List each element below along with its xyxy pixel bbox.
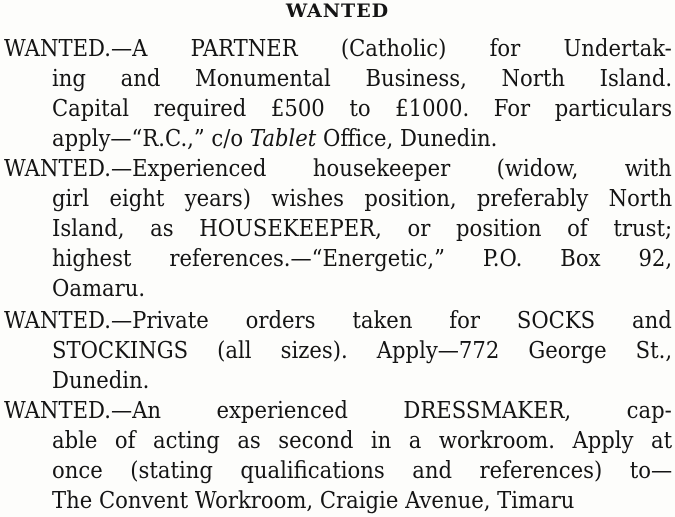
publication-name: Tablet [249, 124, 317, 152]
section-heading: WANTED [285, 0, 390, 22]
ad-line: able of acting as second in a workroom. Apply at [52, 426, 673, 454]
classified-ad-partner [4, 33, 672, 153]
ad-line: WANTED.—A PARTNER (Catholic) for Undertak- [4, 34, 672, 62]
classified-ad-housekeeper [4, 153, 672, 303]
ad-line: ing and Monumental Business, North Island. [52, 64, 673, 92]
ad-line: Island, as HOUSEKEEPER, or position of trust; [52, 214, 673, 242]
ad-line: girl eight years) wishes position, preferably North [52, 184, 673, 212]
classified-ad-socks [4, 305, 672, 395]
ad-line: WANTED.—Experienced housekeeper (widow, with [4, 154, 672, 182]
ad-line: highest references.—“Energetic,” P.O. Box 92, [52, 244, 673, 272]
ad-line: STOCKINGS (all sizes). Apply—772 George St., [52, 336, 673, 364]
ad-line: once (stating qualifications and references) to— [52, 456, 673, 484]
ad-line [52, 123, 672, 153]
ad-line: Oamaru. [52, 274, 146, 302]
ad-line: Dunedin. [52, 366, 150, 394]
ad-line: WANTED.—An experienced DRESSMAKER, cap- [4, 396, 672, 424]
ad-text: apply—“R.C.,” c/o [52, 124, 244, 152]
ad-line: Capital required £500 to £1000. For particulars [52, 94, 673, 122]
ad-line: WANTED.—Private orders taken for SOCKS and [4, 306, 672, 334]
classified-ad-dressmaker [4, 395, 672, 515]
ad-line: The Convent Workroom, Craigie Avenue, Timaru [52, 486, 575, 514]
ad-text: Office, Dunedin. [323, 124, 498, 152]
